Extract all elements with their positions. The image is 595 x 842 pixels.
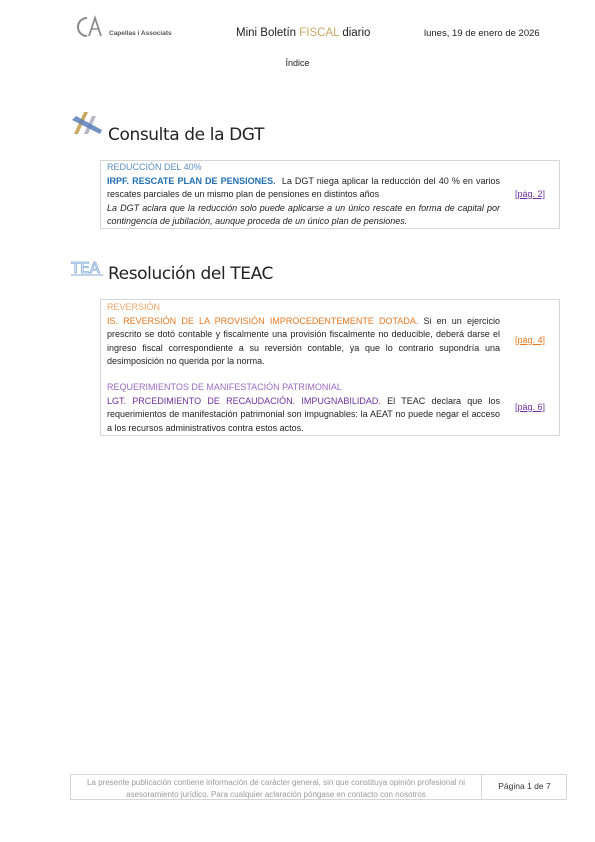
svg-text:TEA: TEA [71,259,100,277]
entry-italic-note: La DGT aclara que la reducción solo puede aplicarse a un único rescate en forma de capital por contingencia de jubilación, aunque proceda de un único plan de pensiones. [107,202,500,226]
entry-heading: IRPF. RESCATE PLAN DE PENSIONES. [107,175,276,186]
entry-description [107,175,500,202]
teac-logo-icon [71,255,105,281]
entry-text: El TEAC declara que los requerimientos de manifestación patrimonial son impugnables: la AEAT no puede negar el acceso a los recursos administrativos contra estos actos. [107,395,500,433]
entry-category: REVERSIÓN [107,302,161,312]
entry-description [107,315,500,369]
company-logo [73,14,183,42]
entry-category: REQUERIMIENTOS DE MANIFESTACIÓN PATRIMONIAL [107,382,342,392]
entry-text: Si en un ejercicio prescrito se dotó contable y fiscalmente una provisión fiscalmente no deducible, deberá darse el ingreso fiscal correspondiente a su reversión contable, ya que lo contrario supondría una desimposición no querida por la norma. [107,315,500,366]
aeat-logo-icon [70,110,104,136]
page-link-4[interactable]: [pág. 4] [515,335,546,345]
entry-category: REDUCCIÓN DEL 40% [107,162,202,172]
entry-heading: IS. REVERSIÓN DE LA PROVISIÓN IMPROCEDENTEMENTE DOTADA. [107,315,419,326]
entry-description [107,395,500,436]
bulletin-title [236,27,370,39]
index-label: Índice [285,58,310,68]
bulletin-title-accent: FISCAL [299,27,340,39]
section-title-teac: Resolución del TEAC [108,264,274,284]
ca-logo-icon [73,14,107,40]
logo-text: Capellas i Associats [109,30,172,37]
list-item [107,161,500,229]
list-item [107,381,500,435]
page-link-2[interactable]: [pág. 2] [515,189,546,199]
teac-summary-box [100,299,560,436]
page-footer [70,774,567,800]
footer-disclaimer: La presente publicación contiene información de carácter general, sin que constituya opinión profesional ni asesoramiento jurídico. Para cualquier aclaración póngase en contacto con nosotros [86,778,465,799]
footer-page-number: Página 1 de 7 [498,781,551,791]
entry-heading: LGT. PRCEDIMIENTO DE RECAUDACIÓN. IMPUGNABILIDAD. [107,395,381,406]
section-title-dgt: Consulta de la DGT [108,125,264,145]
header-date: lunes, 19 de enero de 2026 [424,28,540,39]
list-item [107,301,500,369]
page-link-6[interactable]: [pág. 6] [515,402,546,412]
bulletin-title-prefix: Mini Boletín [236,27,300,39]
entry-text: La DGT niega aplicar la reducción del 40 % en varios rescates parciales de un mismo plan de pensiones en distintos años [107,175,500,199]
dgt-summary-box [100,160,560,229]
bulletin-title-suffix: diario [339,27,371,39]
